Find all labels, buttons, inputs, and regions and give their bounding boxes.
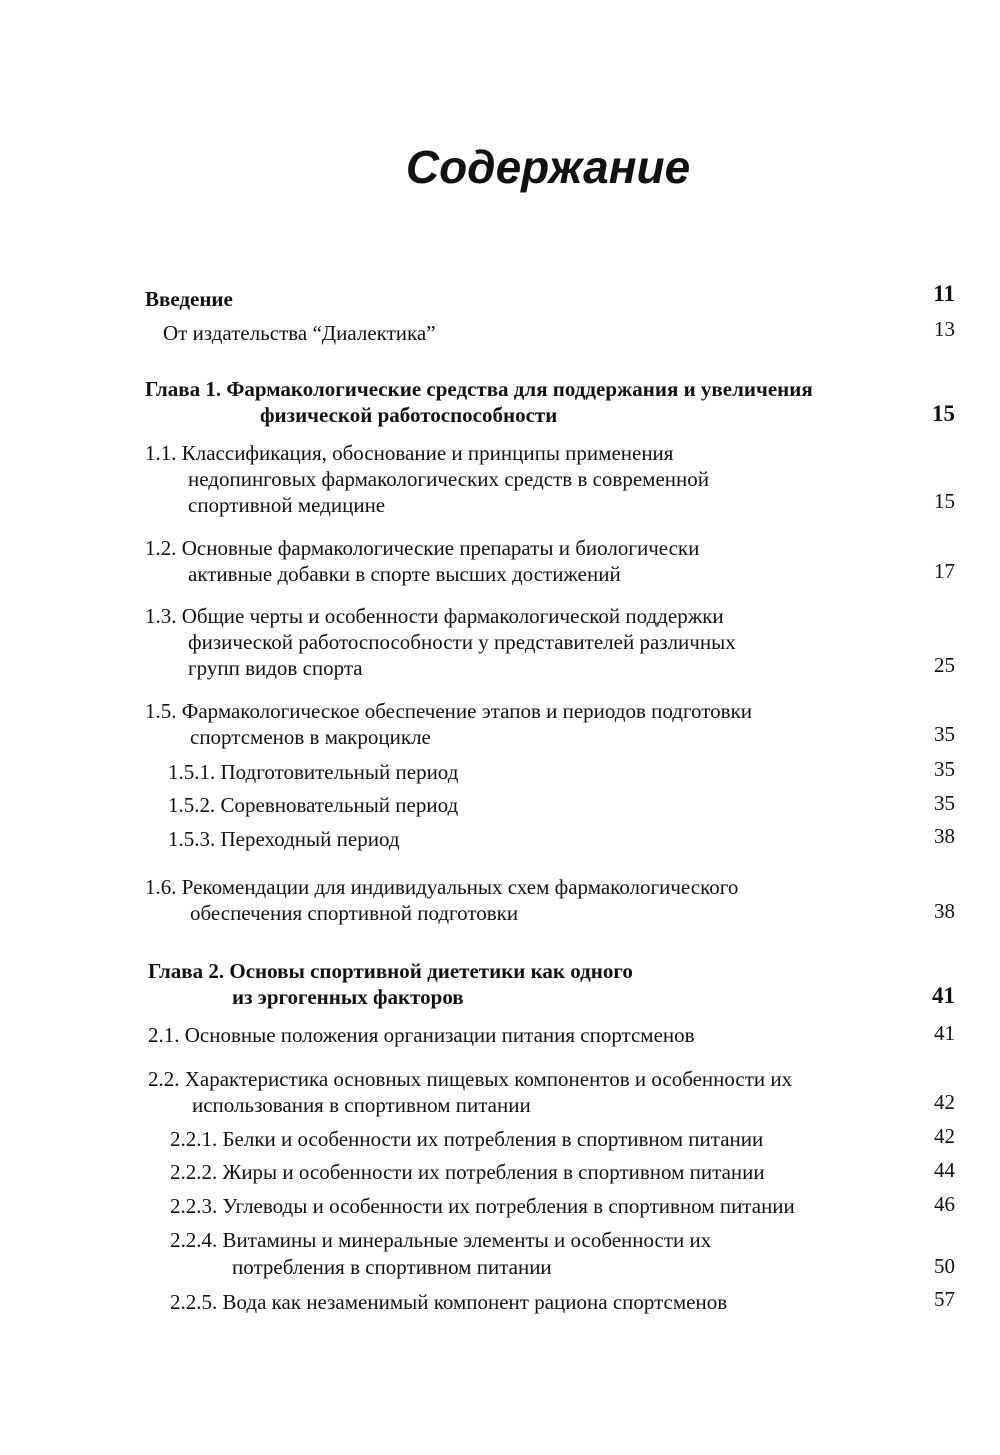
toc-entry-title: Введение bbox=[145, 287, 233, 311]
toc-page-number: 17 bbox=[934, 559, 955, 583]
toc-entry-title: потребления в спортивном питании bbox=[232, 1255, 552, 1279]
toc-page-number: 50 bbox=[934, 1254, 955, 1278]
toc-page-number: 35 bbox=[934, 722, 955, 746]
toc-entry-title: спортивной медицине bbox=[188, 493, 386, 517]
toc-page-number: 57 bbox=[934, 1287, 955, 1311]
toc-entry-title: из эргогенных факторов bbox=[232, 985, 464, 1009]
toc-entry-title: физической работоспособности у представителей различных bbox=[188, 630, 736, 654]
toc-entry-title: 2.1. Основные положения организации питания спортсменов bbox=[148, 1023, 695, 1047]
toc-page-number: 35 bbox=[934, 757, 955, 781]
toc-page-number: 15 bbox=[932, 401, 955, 426]
toc-entry-title: 1.5.1. Подготовительный период bbox=[168, 760, 459, 784]
toc-page-number: 41 bbox=[932, 983, 955, 1008]
toc-page-number: 13 bbox=[934, 317, 955, 341]
toc-page-number: 42 bbox=[934, 1090, 955, 1114]
toc-page-number: 15 bbox=[934, 489, 955, 513]
toc-entry-title: 2.2.2. Жиры и особенности их потребления в спортивном питании bbox=[170, 1160, 765, 1184]
toc-entry-title: 2.2.4. Витамины и минеральные элементы и особенности их bbox=[170, 1228, 712, 1252]
toc-entry-title: Глава 1. Фармакологические средства для поддержания и увеличения bbox=[145, 377, 813, 401]
toc-entry-title: групп видов спорта bbox=[188, 656, 363, 680]
toc-entry-title: 2.2.1. Белки и особенности их потребления в спортивном питании bbox=[170, 1127, 764, 1151]
toc-entry-title: активные добавки в спорте высших достижений bbox=[188, 562, 621, 586]
toc-entry-title: От издательства “Диалектика” bbox=[163, 321, 436, 345]
toc-page-number: 38 bbox=[934, 824, 955, 848]
toc-entry-title: 2.2.3. Углеводы и особенности их потребления в спортивном питании bbox=[170, 1194, 795, 1218]
toc-entry-title: 1.2. Основные фармакологические препараты и биологически bbox=[145, 536, 700, 560]
toc-entry-title: 1.1. Классификация, обоснование и принципы применения bbox=[145, 441, 674, 465]
toc-entry-title: использования в спортивном питании bbox=[192, 1093, 531, 1117]
page-title: Содержание bbox=[405, 141, 691, 193]
toc-entry-title: Глава 2. Основы спортивной диететики как одного bbox=[148, 959, 633, 983]
toc-entry-title: 1.5.3. Переходный период bbox=[168, 827, 400, 851]
toc-page-number: 42 bbox=[934, 1124, 955, 1148]
toc-entry-title: обеспечения спортивной подготовки bbox=[190, 901, 519, 925]
toc-page-number: 11 bbox=[933, 281, 955, 306]
toc-page-number: 44 bbox=[934, 1158, 955, 1182]
toc-entry-title: 1.5. Фармакологическое обеспечение этапов и периодов подготовки bbox=[145, 699, 753, 723]
toc-entry-title: 2.2.5. Вода как незаменимый компонент рациона спортсменов bbox=[170, 1290, 728, 1314]
toc-page-number: 35 bbox=[934, 791, 955, 815]
toc-entry-title: 1.6. Рекомендации для индивидуальных схем фармакологического bbox=[145, 875, 739, 899]
toc-entry-title: 1.3. Общие черты и особенности фармакологической поддержки bbox=[145, 604, 724, 628]
toc-page-number: 38 bbox=[934, 899, 955, 923]
toc-entry-title: 2.2. Характеристика основных пищевых компонентов и особенности их bbox=[148, 1067, 793, 1091]
toc-entry-title: физической работоспособности bbox=[260, 403, 558, 427]
toc-page-number: 46 bbox=[934, 1192, 955, 1216]
toc-page-number: 41 bbox=[934, 1021, 955, 1045]
toc-entry-title: 1.5.2. Соревновательный период bbox=[168, 793, 459, 817]
toc-page-number: 25 bbox=[934, 653, 955, 677]
toc-entry-title: спортсменов в макроцикле bbox=[190, 725, 431, 749]
toc-entry-title: недопинговых фармакологических средств в современной bbox=[188, 467, 709, 491]
